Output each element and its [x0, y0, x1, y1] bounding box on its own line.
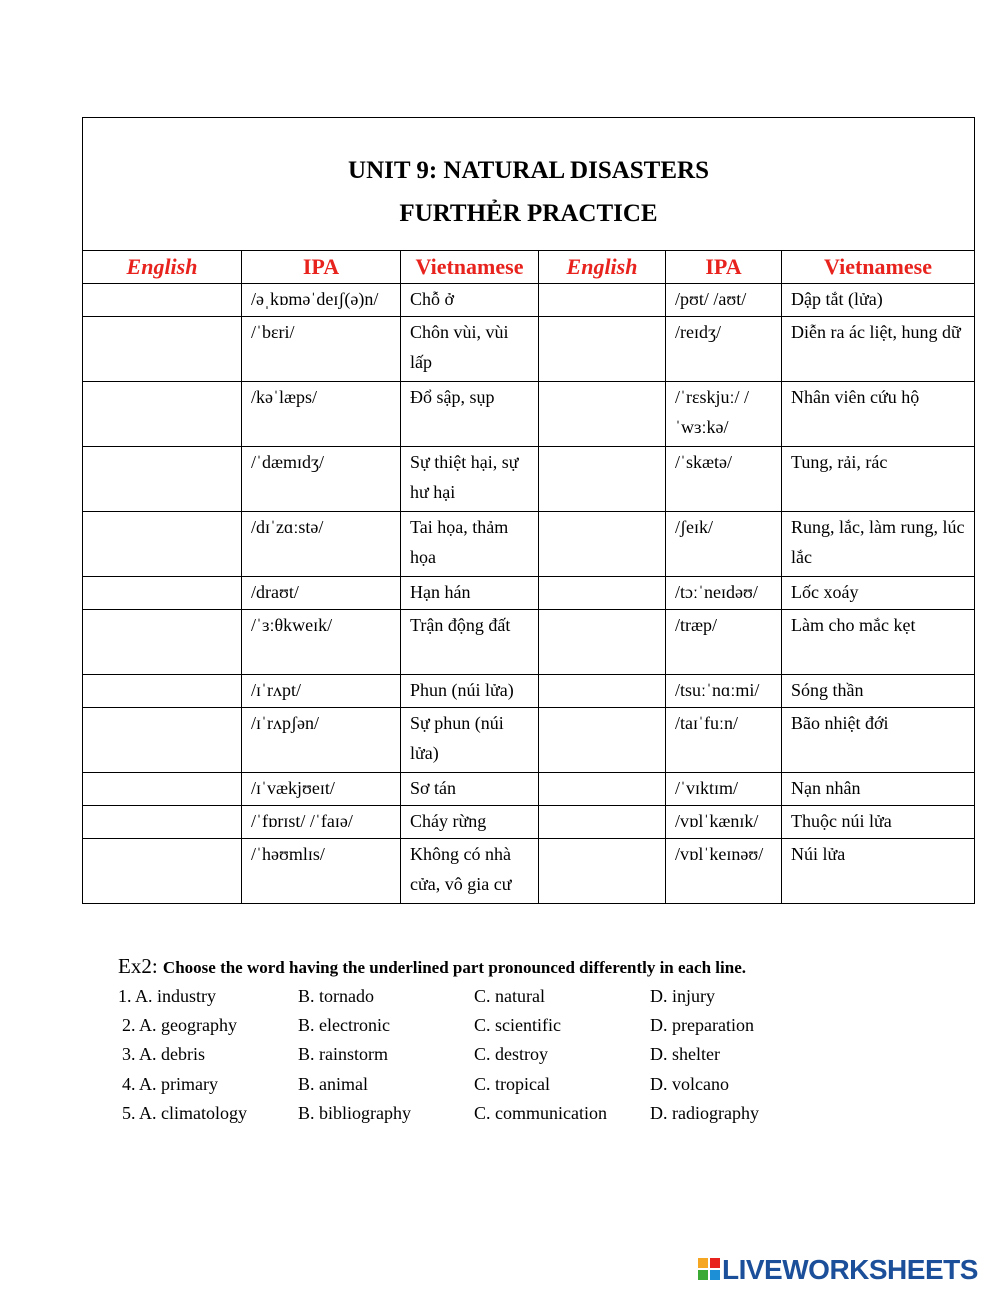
ipa-cell: /ˈskætə/ — [666, 447, 782, 512]
english-answer-cell[interactable] — [539, 317, 666, 382]
vietnamese-cell: Sóng thần — [782, 675, 975, 708]
vietnamese-cell: Diễn ra ác liệt, hung dữ — [782, 317, 975, 382]
table-row — [83, 577, 975, 610]
english-answer-cell[interactable] — [539, 577, 666, 610]
header-vietnamese-2: Vietnamese — [782, 251, 975, 284]
option-b[interactable]: B. tornado — [298, 986, 374, 1006]
table-row — [83, 708, 975, 773]
english-answer-cell[interactable] — [83, 447, 242, 512]
vietnamese-cell: Núi lửa — [782, 839, 975, 904]
table-row — [83, 675, 975, 708]
option-b[interactable]: B. electronic — [298, 1015, 390, 1035]
ipa-cell: /ˈhəʊmlɪs/ — [242, 839, 401, 904]
header-ipa-1: IPA — [242, 251, 401, 284]
ipa-cell: /ˈɜːθkweɪk/ — [242, 610, 401, 675]
option-b[interactable]: B. animal — [298, 1074, 368, 1094]
option-b[interactable]: B. rainstorm — [298, 1044, 388, 1064]
english-answer-cell[interactable] — [539, 675, 666, 708]
vietnamese-cell: Hạn hán — [401, 577, 539, 610]
ipa-cell: /tɔːˈneɪdəʊ/ — [666, 577, 782, 610]
ipa-cell: /ɪˈrʌpt/ — [242, 675, 401, 708]
option-c[interactable]: C. destroy — [474, 1044, 548, 1064]
table-row — [83, 773, 975, 806]
vietnamese-cell: Làm cho mắc kẹt — [782, 610, 975, 675]
english-answer-cell[interactable] — [83, 512, 242, 577]
english-answer-cell[interactable] — [539, 839, 666, 904]
vietnamese-cell: Nạn nhân — [782, 773, 975, 806]
option-c[interactable]: C. tropical — [474, 1074, 550, 1094]
column-headers — [83, 251, 975, 284]
option-a[interactable]: 4. A. primary — [122, 1074, 218, 1094]
english-answer-cell[interactable] — [539, 284, 666, 317]
exercise-2 — [118, 952, 978, 1123]
english-answer-cell[interactable] — [83, 839, 242, 904]
exercise-instruction: Choose the word having the underlined part pronounced differently in each line. — [162, 958, 747, 977]
ipa-cell: /ˈdæmɪdʒ/ — [242, 447, 401, 512]
question-row — [118, 1099, 978, 1128]
ipa-cell: /træp/ — [666, 610, 782, 675]
vietnamese-cell: Đổ sập, sụp — [401, 382, 539, 447]
option-c[interactable]: C. communication — [474, 1103, 607, 1123]
ipa-cell: /ɪˈrʌpʃən/ — [242, 708, 401, 773]
liveworksheets-logo-icon — [698, 1258, 720, 1280]
option-d[interactable]: D. volcano — [650, 1074, 729, 1094]
english-answer-cell[interactable] — [539, 806, 666, 839]
english-answer-cell[interactable] — [539, 447, 666, 512]
english-answer-cell[interactable] — [83, 610, 242, 675]
option-d[interactable]: D. shelter — [650, 1044, 720, 1064]
vietnamese-cell: Lốc xoáy — [782, 577, 975, 610]
english-answer-cell[interactable] — [83, 577, 242, 610]
vietnamese-cell: Phun (núi lửa) — [401, 675, 539, 708]
vocabulary-table — [82, 117, 975, 904]
question-row — [118, 982, 978, 1011]
ipa-cell: /vɒlˈkænɪk/ — [666, 806, 782, 839]
vietnamese-cell: Tung, rải, rác — [782, 447, 975, 512]
exercise-label: Ex2: — [118, 954, 158, 978]
question-row — [118, 1070, 978, 1099]
option-a[interactable]: 3. A. debris — [122, 1044, 205, 1064]
vietnamese-cell: Tai họa, thảm họa — [401, 512, 539, 577]
ipa-cell: /ˈvɪktɪm/ — [666, 773, 782, 806]
ipa-cell: /taɪˈfuːn/ — [666, 708, 782, 773]
title-cell — [83, 118, 975, 251]
english-answer-cell[interactable] — [539, 382, 666, 447]
english-answer-cell[interactable] — [539, 773, 666, 806]
table-row — [83, 610, 975, 675]
ipa-cell: /ˈrɛskjuː/ /ˈwɜːkə/ — [666, 382, 782, 447]
table-row — [83, 839, 975, 904]
vietnamese-cell: Sự thiệt hại, sự hư hại — [401, 447, 539, 512]
ipa-cell: /reɪdʒ/ — [666, 317, 782, 382]
table-row — [83, 317, 975, 382]
option-d[interactable]: D. injury — [650, 986, 715, 1006]
english-answer-cell[interactable] — [539, 610, 666, 675]
option-d[interactable]: D. preparation — [650, 1015, 754, 1035]
option-a[interactable]: 2. A. geography — [122, 1015, 237, 1035]
header-english-2: English — [539, 251, 666, 284]
page-subtitle: FURTHẺR PRACTICE — [399, 200, 658, 227]
header-ipa-2: IPA — [666, 251, 782, 284]
ipa-cell: /pʊt/ /aʊt/ — [666, 284, 782, 317]
english-answer-cell[interactable] — [83, 317, 242, 382]
english-answer-cell[interactable] — [83, 773, 242, 806]
ipa-cell: /ˈfɒrɪst/ /ˈfaɪə/ — [242, 806, 401, 839]
ipa-cell: /tsuːˈnɑːmi/ — [666, 675, 782, 708]
exercise-title — [118, 952, 978, 982]
english-answer-cell[interactable] — [539, 512, 666, 577]
ipa-cell: /əˌkɒməˈdeɪʃ(ə)n/ — [242, 284, 401, 317]
table-row — [83, 382, 975, 447]
ipa-cell: /ɪˈvækjʊeɪt/ — [242, 773, 401, 806]
english-answer-cell[interactable] — [83, 708, 242, 773]
option-a[interactable]: 1. A. industry — [118, 986, 217, 1006]
vietnamese-cell: Trận động đất — [401, 610, 539, 675]
english-answer-cell[interactable] — [83, 284, 242, 317]
ipa-cell: /kəˈlæps/ — [242, 382, 401, 447]
question-row — [118, 1040, 978, 1069]
liveworksheets-logo — [698, 1255, 994, 1285]
ipa-cell: /draʊt/ — [242, 577, 401, 610]
english-answer-cell[interactable] — [539, 708, 666, 773]
table-row — [83, 512, 975, 577]
option-c[interactable]: C. natural — [474, 986, 545, 1006]
header-vietnamese-1: Vietnamese — [401, 251, 539, 284]
ipa-cell: /dɪˈzɑːstə/ — [242, 512, 401, 577]
option-c[interactable]: C. scientific — [474, 1015, 561, 1035]
logo-text: LIVEWORKSHEETS — [722, 1254, 978, 1285]
english-answer-cell[interactable] — [83, 675, 242, 708]
ipa-cell: /ʃeɪk/ — [666, 512, 782, 577]
english-answer-cell[interactable] — [83, 382, 242, 447]
vietnamese-cell: Chỗ ở — [401, 284, 539, 317]
vietnamese-cell: Cháy rừng — [401, 806, 539, 839]
option-b[interactable]: B. bibliography — [298, 1103, 411, 1123]
ipa-cell: /vɒlˈkeɪnəʊ/ — [666, 839, 782, 904]
vietnamese-cell: Thuộc núi lửa — [782, 806, 975, 839]
vietnamese-cell: Bão nhiệt đới — [782, 708, 975, 773]
table-row — [83, 806, 975, 839]
ipa-cell: /ˈbɛri/ — [242, 317, 401, 382]
vietnamese-cell: Nhân viên cứu hộ — [782, 382, 975, 447]
vietnamese-cell: Dập tắt (lửa) — [782, 284, 975, 317]
vietnamese-cell: Sự phun (núi lửa) — [401, 708, 539, 773]
english-answer-cell[interactable] — [83, 806, 242, 839]
vietnamese-cell: Chôn vùi, vùi lấp — [401, 317, 539, 382]
option-d[interactable]: D. radiography — [650, 1103, 759, 1123]
table-row — [83, 447, 975, 512]
table-row — [83, 284, 975, 317]
vietnamese-cell: Rung, lắc, làm rung, lúc lắc — [782, 512, 975, 577]
option-a[interactable]: 5. A. climatology — [122, 1103, 247, 1123]
vietnamese-cell: Sơ tán — [401, 773, 539, 806]
vietnamese-cell: Không có nhà cửa, vô gia cư — [401, 839, 539, 904]
page-title: UNIT 9: NATURAL DISASTERS — [348, 157, 709, 184]
question-row — [118, 1011, 978, 1040]
header-english-1: English — [83, 251, 242, 284]
